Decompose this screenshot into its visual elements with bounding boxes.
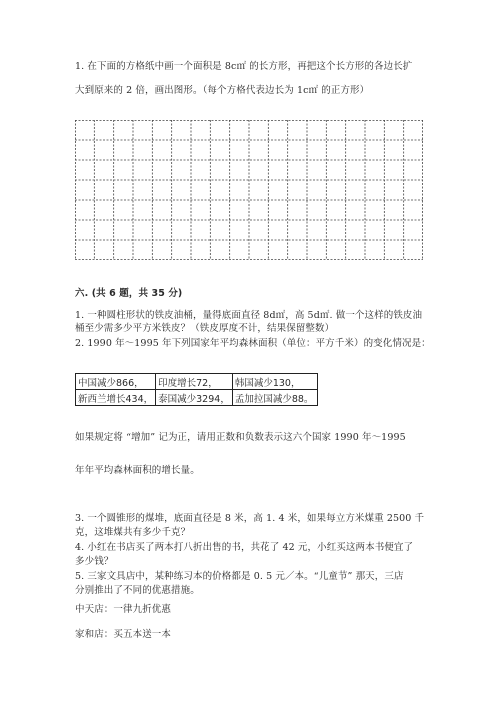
section-6-heading: 六. (共 6 题，共 35 分) [75, 288, 183, 299]
table-cell: 孟加拉国减少88。 [232, 390, 317, 406]
table-cell: 印度增长72， [156, 374, 233, 390]
p4-line-2: 多少钱？ [75, 556, 114, 567]
q1-line-1: 1. 在下面的方格纸中画一个面积是 8c㎡ 的长方形，再把这个长方形的各边长扩 [75, 61, 413, 72]
p3-line-2: 克，这堆煤共有多少千克？ [75, 527, 191, 538]
forest-change-table [75, 373, 318, 406]
p5-line-1: 5. 三家文具店中，某种练习本的价格都是 0. 5 元／本。“儿童节” 那天，三店 [75, 571, 404, 582]
table-cell: 泰国减少3294， [156, 390, 233, 406]
store-zhongtian: 中天店：一律九折优惠 [75, 604, 172, 615]
store-jiahe: 家和店：买五本送一本 [75, 629, 172, 640]
table-row [76, 390, 318, 406]
p1-line-2: 桶至少需多少平方米铁皮？（铁皮厚度不计，结果保留整数） [75, 323, 335, 334]
table-cell: 韩国减少130， [232, 374, 317, 390]
table-cell: 新西兰增长434， [76, 390, 156, 406]
p3-line-1: 3. 一个圆锥形的煤堆，底面直径是 8 米，高 1. 4 米，如果每立方米煤重 2500 千 [75, 513, 425, 524]
table-cell: 中国减少866， [76, 374, 156, 390]
table-row [76, 374, 318, 390]
p2-line-3: 年年平均森林面积的增长量。 [75, 465, 200, 476]
grid-svg [75, 120, 423, 260]
p1-line-1: 1. 一种圆柱形状的铁皮油桶，量得底面直径 8d㎡，高 5d㎡. 做一个这样的铁皮油 [75, 310, 423, 321]
p2-line-2: 如果规定将 “增加” 记为正，请用正数和负数表示这六个国家 1990 年～1995 [75, 432, 406, 443]
p4-line-1: 4. 小红在书店买了两本打八折出售的书，共花了 42 元，小红买这两本书便宜了 [75, 542, 414, 553]
q1-line-2: 大到原来的 2 倍，画出图形。（每个方格代表边长为 1c㎡ 的正方形） [75, 85, 370, 96]
square-grid-paper [75, 120, 423, 260]
p2-line-1: 2. 1990 年～1995 年下列国家年平均森林面积（单位：平方千米）的变化情况是： [75, 338, 431, 349]
p5-line-2: 分别推出了不同的优惠措施。 [75, 585, 200, 596]
